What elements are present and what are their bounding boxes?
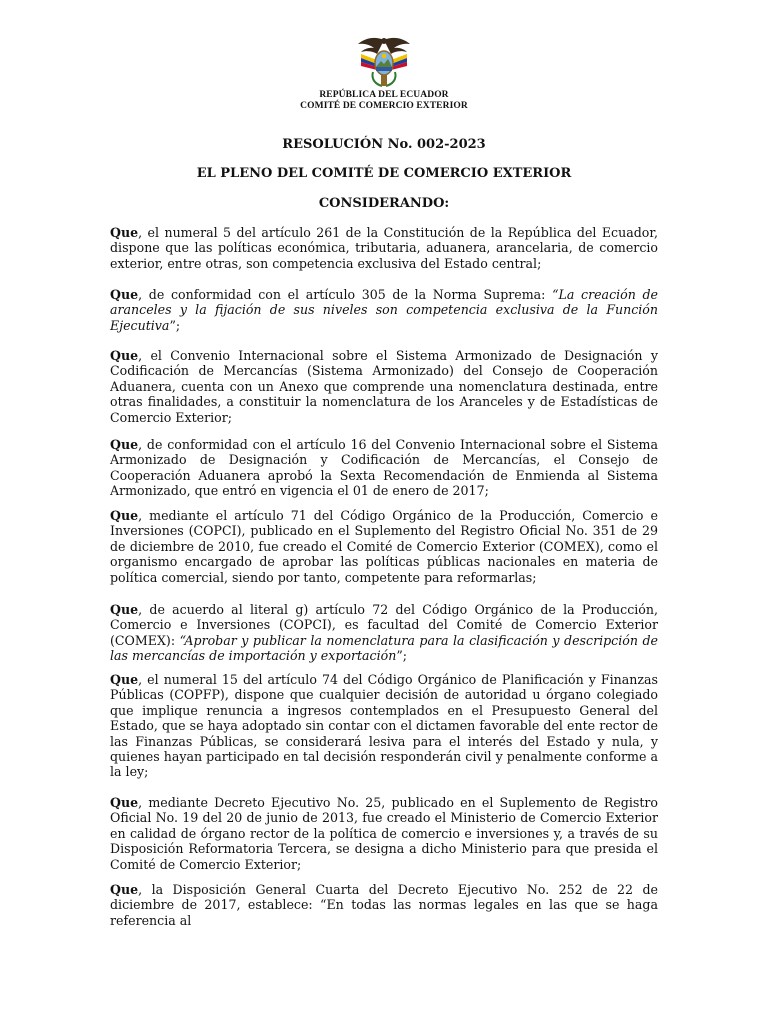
paragraph-lead: Que [110,437,139,452]
section-heading: CONSIDERANDO: [318,196,450,211]
body-title: EL PLENO DEL COMITÉ DE COMERCIO EXTERIOR [196,166,572,181]
paragraph-text: , mediante el artículo 71 del Código Orgánico de la Producción, Comercio e Inversiones (COPCI), publicado en el Suplemento del Registro Oficial No. 351 de 29 de diciembre de 2010, fue creado el Comité de Comercio Exterior (COMEX), como el organismo encargado de aprobar las políticas públicas nacionales en materia de política comercial, siendo por tanto, competente para reformarlas; [110,508,658,585]
paragraph-text: , mediante Decreto Ejecutivo No. 25, publicado en el Suplemento de Registro Oficial No. 19 del 20 de junio de 2013, fue creado el Ministerio de Comercio Exterior en calidad de órgano rector de la política de comercio e inversiones y, a través de su Disposición Reformatoria Tercera, se designa a dicho Ministerio para que presida el Comité de Comercio Exterior; [110,795,658,872]
header-institution: COMITÉ DE COMERCIO EXTERIOR [300,101,468,111]
paragraph-6 [110,602,658,664]
paragraph-lead: Que [110,602,139,617]
paragraph-5 [110,508,658,585]
paragraph-tail: ”; [396,648,408,664]
paragraph-3 [110,348,658,425]
paragraph-text: , la Disposición General Cuarta del Decreto Ejecutivo No. 252 de 22 de diciembre de 2017, establece: “En todas las normas legales en las que se haga referencia al [110,882,658,928]
header-country: REPÚBLICA DEL ECUADOR [319,90,449,100]
paragraph-lead: Que [110,287,139,302]
paragraph-tail: ”; [169,317,181,333]
paragraph-text: , el numeral 15 del artículo 74 del Código Orgánico de Planificación y Finanzas Públicas (COPFP), dispone que cualquier decisión de autoridad u órgano colegiado que implique renuncia a ingresos contemplados en el Presupuesto General del Estado, que se haya adoptado sin contar con el dictamen favorable del ente rector de las Finanzas Públicas, se considerará lesiva para el interés del Estado y nula, y quienes hayan participado en tal decisión responderán civil y penalmente conforme a la ley; [110,672,658,780]
paragraph-9 [110,882,658,928]
paragraph-lead: Que [110,882,139,897]
paragraph-lead: Que [110,348,139,363]
paragraph-lead: Que [110,508,139,523]
paragraph-2 [110,287,658,333]
paragraph-text: , de acuerdo al literal g) artículo 72 del Código Orgánico de la Producción, Comercio e Inversiones (COPCI), es facultad del Comité de Comercio Exterior (COMEX): [110,602,658,648]
paragraph-quote: “La creación de aranceles y la fijación de sus niveles son competencia exclusiva de la Función Ejecutiva [110,287,658,333]
paragraph-8 [110,795,658,872]
paragraph-4 [110,437,658,499]
paragraph-1 [110,225,658,271]
paragraph-text: , el Convenio Internacional sobre el Sistema Armonizado de Designación y Codificación de Mercancías (Sistema Armonizado) del Consejo de Cooperación Aduanera, cuenta con un Anexo que comprende una nomenclatura destinada, entre otras finalidades, a constituir la nomenclatura de los Aranceles y de Estadísticas de Comercio Exterior; [110,348,658,425]
paragraph-text: , de conformidad con el artículo 305 de la Norma Suprema: [138,287,553,302]
resolution-number: RESOLUCIÓN No. 002-2023 [282,137,486,152]
paragraph-lead: Que [110,672,139,687]
coat-of-arms-icon [355,34,413,90]
paragraph-7 [110,672,658,780]
paragraph-text: , el numeral 5 del artículo 261 de la Constitución de la República del Ecuador, dispone que las políticas económica, tributaria, aduanera, arancelaria, de comercio exterior, entre otras, son competencia exclusiva del Estado central; [110,225,658,271]
paragraph-lead: Que [110,795,139,810]
paragraph-quote: “Aprobar y publicar la nomenclatura para la clasificación y descripción de las mercancías de importación y exportación [110,632,658,664]
paragraph-lead: Que [110,225,139,240]
paragraph-text: , de conformidad con el artículo 16 del Convenio Internacional sobre el Sistema Armonizado de Designación y Codificación de Mercancías, el Consejo de Cooperación Aduanera aprobó la Sexta Recomendación de Enmienda al Sistema Armonizado, que entró en vigencia el 01 de enero de 2017; [110,437,658,499]
